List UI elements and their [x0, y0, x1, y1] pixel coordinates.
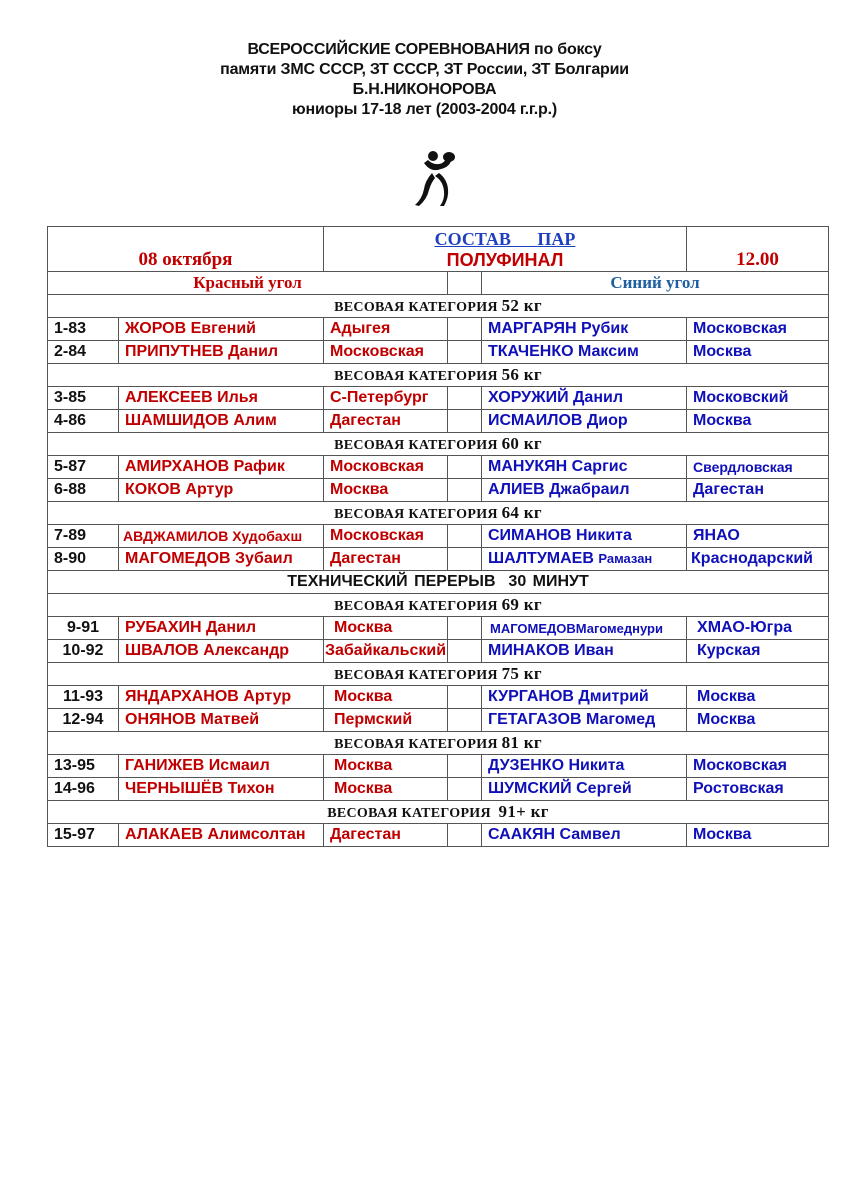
bout-number: 12-94 [48, 709, 119, 732]
bout-row [48, 778, 829, 801]
weight-category-row [48, 295, 829, 318]
weight-category-row [48, 433, 829, 456]
red-boxer-name: АЛАКАЕВ Алимсолтан [119, 824, 324, 847]
red-boxer-region: Дагестан [324, 410, 448, 433]
red-boxer-name: ШВАЛОВ Александр [119, 640, 324, 663]
event-dedication: памяти ЗМС СССР, ЗТ СССР, ЗТ России, ЗТ Болгарии [220, 61, 629, 78]
category-weight: 56 кг [501, 365, 542, 384]
spacer-cell [448, 709, 482, 732]
bout-row [48, 617, 829, 640]
blue-boxer-name: ТКАЧЕНКО Максим [482, 341, 687, 364]
red-boxer-region: Московская [324, 456, 448, 479]
blue-boxer-name: СИМАНОВ Никита [482, 525, 687, 548]
bout-row [48, 410, 829, 433]
spacer-cell [448, 387, 482, 410]
category-weight: 69 кг [501, 595, 542, 614]
weight-category-row [48, 663, 829, 686]
category-label: ВЕСОВАЯ КАТЕГОРИЯ [334, 438, 498, 453]
blue-boxer-region: ЯНАО [687, 525, 829, 548]
blue-boxer-region: Москва [687, 410, 829, 433]
bout-number: 14-96 [48, 778, 119, 801]
category-label: ВЕСОВАЯ КАТЕГОРИЯ [334, 300, 498, 315]
red-boxer-name: АМИРХАНОВ Рафик [119, 456, 324, 479]
blue-boxer-name: ДУЗЕНКО Никита [482, 755, 687, 778]
boxer-pictogram-icon [413, 147, 463, 207]
bout-number: 13-95 [48, 755, 119, 778]
pairs-title: СОСТАВ ПАР [434, 229, 576, 249]
bout-row [48, 709, 829, 732]
red-boxer-name: АВДЖАМИЛОВ Худобахш [119, 525, 324, 548]
spacer-cell [448, 778, 482, 801]
blue-boxer-region: Московский [687, 387, 829, 410]
category-label: ВЕСОВАЯ КАТЕГОРИЯ [334, 668, 498, 683]
red-boxer-name: ГАНИЖЕВ Исмаил [119, 755, 324, 778]
spacer-cell [448, 755, 482, 778]
spacer-cell [448, 617, 482, 640]
blue-boxer-name: МАНУКЯН Саргис [482, 456, 687, 479]
title-cell [324, 227, 687, 272]
red-boxer-region: Москва [324, 755, 448, 778]
red-boxer-name: КОКОВ Артур [119, 479, 324, 502]
blue-boxer-region: Москва [687, 824, 829, 847]
category-label: ВЕСОВАЯ КАТЕГОРИЯ [327, 806, 491, 821]
red-boxer-region: Пермский [324, 709, 448, 732]
red-boxer-region: Дагестан [324, 548, 448, 571]
corner-header-row [48, 272, 829, 295]
blue-boxer-name: ШУМСКИЙ Сергей [482, 778, 687, 801]
category-weight: 75 кг [501, 664, 542, 683]
blue-boxer-region: ХМАО-Югра [687, 617, 829, 640]
bout-number: 3-85 [48, 387, 119, 410]
blue-boxer-region: Ростовская [687, 778, 829, 801]
technical-break-row [48, 571, 829, 594]
red-boxer-name: МАГОМЕДОВ Зубаил [119, 548, 324, 571]
bout-row [48, 456, 829, 479]
red-boxer-name: ПРИПУТНЕВ Данил [119, 341, 324, 364]
blue-boxer-name: ИСМАИЛОВ Диор [482, 410, 687, 433]
spacer-cell [448, 686, 482, 709]
bout-row [48, 640, 829, 663]
spacer-cell [448, 341, 482, 364]
red-boxer-region: Московская [324, 525, 448, 548]
weight-category-row [48, 364, 829, 387]
weight-category-row [48, 502, 829, 525]
red-boxer-region: Забайкальский [324, 640, 448, 663]
category-label: ВЕСОВАЯ КАТЕГОРИЯ [334, 369, 498, 384]
blue-boxer-region: Свердловская [687, 456, 829, 479]
weight-category-row [48, 594, 829, 617]
blue-boxer-name: СААКЯН Самвел [482, 824, 687, 847]
blue-boxer-name: АЛИЕВ Джабраил [482, 479, 687, 502]
event-age-group: юниоры 17-18 лет (2003-2004 г.г.р.) [292, 101, 557, 118]
spacer-cell [448, 525, 482, 548]
blue-boxer-name: МИНАКОВ Иван [482, 640, 687, 663]
red-boxer-name: ЖОРОВ Евгений [119, 318, 324, 341]
bout-row [48, 387, 829, 410]
bout-number: 2-84 [48, 341, 119, 364]
bout-number: 6-88 [48, 479, 119, 502]
category-weight: 64 кг [501, 503, 542, 522]
bout-row [48, 525, 829, 548]
round-name: ПОЛУФИНАЛ [446, 250, 564, 270]
event-honoree: Б.Н.НИКОНОРОВА [352, 81, 497, 98]
spacer-cell [448, 272, 482, 295]
pairs-table [47, 226, 829, 847]
red-boxer-region: Москва [324, 778, 448, 801]
bout-row [48, 318, 829, 341]
blue-boxer-region: Краснодарский [687, 548, 829, 571]
red-boxer-region: Москва [324, 617, 448, 640]
category-weight: 52 кг [501, 296, 542, 315]
bout-row [48, 548, 829, 571]
blue-boxer-region: Москва [687, 341, 829, 364]
document-header [0, 40, 849, 120]
blue-boxer-name: МАГОМЕДОВМагомеднури [482, 617, 687, 640]
red-boxer-name: ЧЕРНЫШЁВ Тихон [119, 778, 324, 801]
bout-number: 10-92 [48, 640, 119, 663]
bout-row [48, 824, 829, 847]
bout-number: 7-89 [48, 525, 119, 548]
weight-category-row [48, 801, 829, 824]
bout-number: 8-90 [48, 548, 119, 571]
spacer-cell [448, 548, 482, 571]
red-boxer-region: Москва [324, 479, 448, 502]
red-boxer-region: Москва [324, 686, 448, 709]
event-title: ВСЕРОССИЙСКИЕ СОРЕВНОВАНИЯ по боксу [247, 41, 602, 58]
category-label: ВЕСОВАЯ КАТЕГОРИЯ [334, 507, 498, 522]
bout-number: 15-97 [48, 824, 119, 847]
blue-boxer-name: КУРГАНОВ Дмитрий [482, 686, 687, 709]
spacer-cell [448, 456, 482, 479]
bout-row [48, 755, 829, 778]
spacer-cell [448, 640, 482, 663]
spacer-cell [448, 479, 482, 502]
bout-number: 11-93 [48, 686, 119, 709]
red-boxer-region: Адыгея [324, 318, 448, 341]
red-boxer-region: Дагестан [324, 824, 448, 847]
blue-corner-label: Синий угол [482, 272, 829, 295]
spacer-cell [448, 824, 482, 847]
blue-boxer-region: Московская [687, 755, 829, 778]
blue-boxer-region: Курская [687, 640, 829, 663]
red-boxer-region: Московская [324, 341, 448, 364]
red-boxer-name: АЛЕКСЕЕВ Илья [119, 387, 324, 410]
bout-number: 4-86 [48, 410, 119, 433]
red-boxer-name: ШАМШИДОВ Алим [119, 410, 324, 433]
bout-number: 9-91 [48, 617, 119, 640]
category-label: ВЕСОВАЯ КАТЕГОРИЯ [334, 599, 498, 614]
weight-category-row [48, 732, 829, 755]
spacer-cell [448, 410, 482, 433]
blue-boxer-name: МАРГАРЯН Рубик [482, 318, 687, 341]
red-boxer-name: ОНЯНОВ Матвей [119, 709, 324, 732]
spacer-cell [448, 318, 482, 341]
blue-boxer-region: Московская [687, 318, 829, 341]
category-weight: 81 кг [501, 733, 542, 752]
red-boxer-name: РУБАХИН Данил [119, 617, 324, 640]
blue-boxer-region: Дагестан [687, 479, 829, 502]
blue-boxer-name [482, 548, 687, 571]
blue-boxer-name: ХОРУЖИЙ Данил [482, 387, 687, 410]
bout-row [48, 686, 829, 709]
bout-number: 5-87 [48, 456, 119, 479]
blue-boxer-name: ГЕТАГАЗОВ Магомед [482, 709, 687, 732]
category-label: ВЕСОВАЯ КАТЕГОРИЯ [334, 737, 498, 752]
blue-boxer-firstname: Рамазан [598, 551, 653, 566]
category-weight: 60 кг [501, 434, 542, 453]
blue-boxer-region: Москва [687, 686, 829, 709]
blue-boxer-surname: ШАЛТУМАЕВ [488, 550, 594, 567]
red-corner-label: Красный угол [48, 272, 448, 295]
start-time: 12.00 [687, 227, 829, 272]
technical-break-text: ТЕХНИЧЕСКИЙ ПЕРЕРЫВ 30 МИНУТ [48, 571, 829, 594]
date: 08 октября [48, 227, 324, 272]
red-boxer-name: ЯНДАРХАНОВ Артур [119, 686, 324, 709]
table-title-row [48, 227, 829, 272]
blue-boxer-region: Москва [687, 709, 829, 732]
bout-row [48, 341, 829, 364]
bout-number: 1-83 [48, 318, 119, 341]
category-weight: 91+ кг [498, 802, 549, 821]
red-boxer-region: С-Петербург [324, 387, 448, 410]
bout-row [48, 479, 829, 502]
